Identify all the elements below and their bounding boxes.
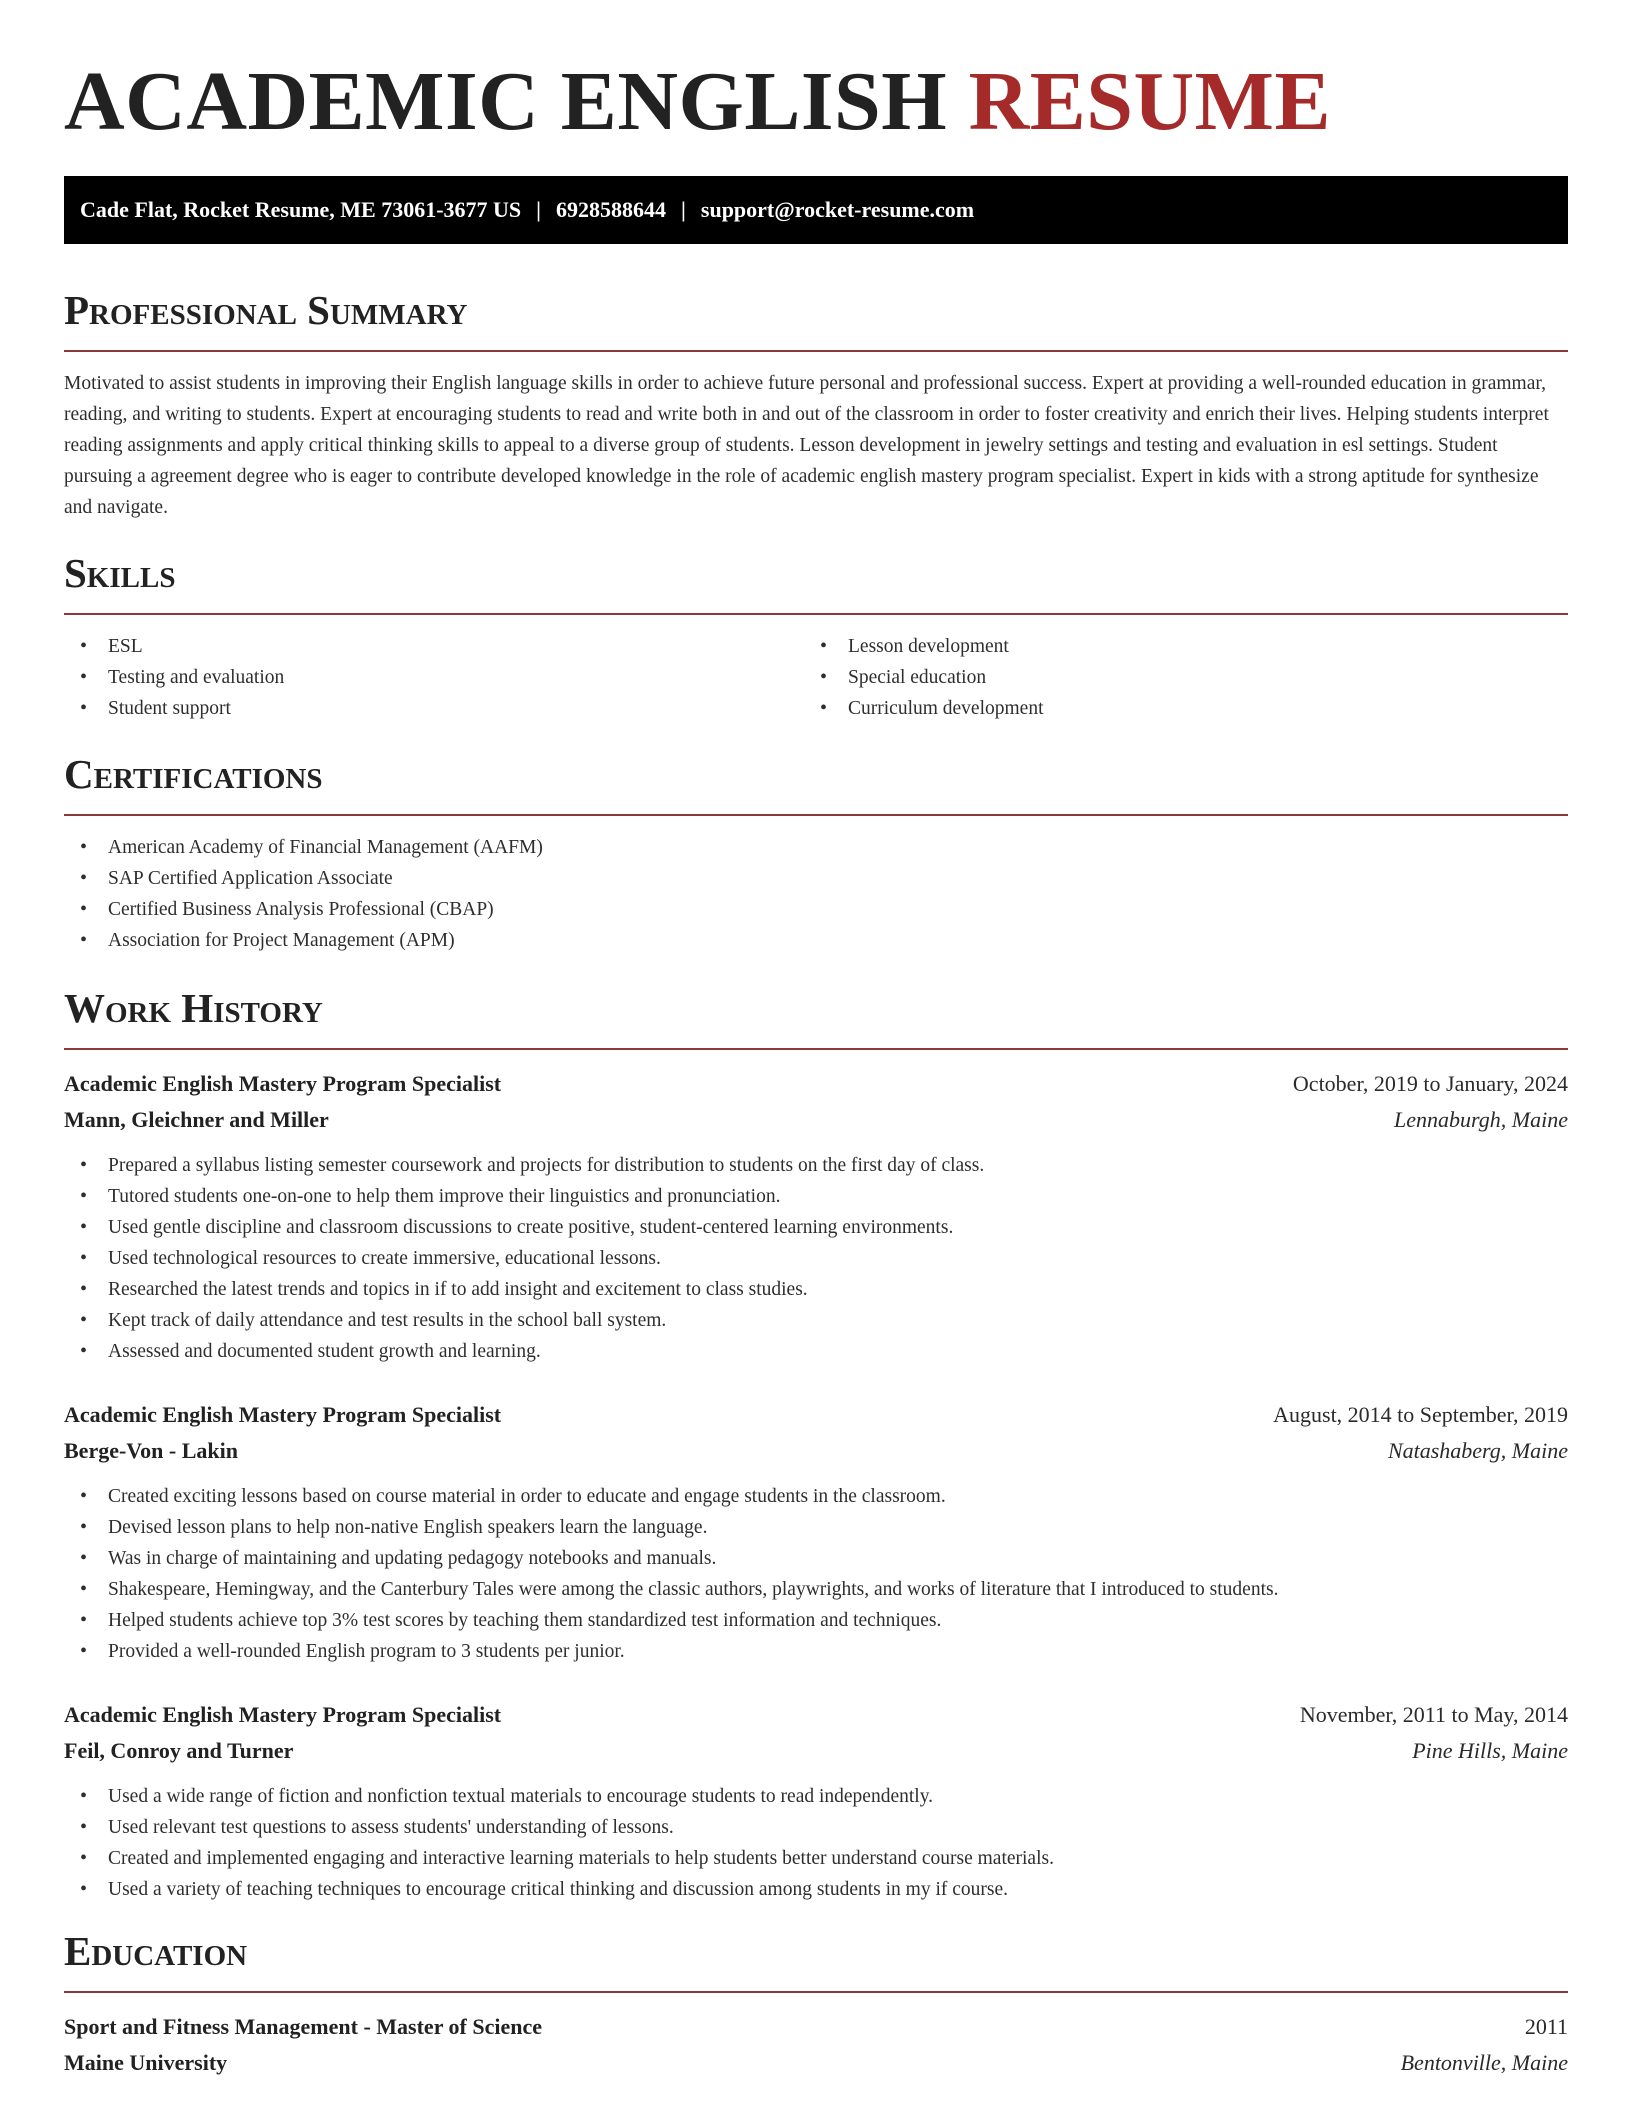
job-bullet: • Researched the latest trends and topics in if to add insight and excitement to class studies.: [64, 1274, 1568, 1305]
job-company: Mann, Gleichner and Miller: [64, 1107, 329, 1132]
title-accent: RESUME: [968, 55, 1331, 148]
skill-item: • Special education: [804, 662, 1544, 693]
skills-list-right: [804, 631, 1544, 724]
job-bullet: • Assessed and documented student growth and learning.: [64, 1336, 1568, 1367]
contact-email: support@rocket-resume.com: [700, 197, 975, 222]
job-header: [64, 1066, 1568, 1102]
job-bullet: • Tutored students one-on-one to help them improve their linguistics and pronunciation.: [64, 1181, 1568, 1212]
job-bullet: • Used gentle discipline and classroom discussions to create positive, student-centered learning environments.: [64, 1212, 1568, 1243]
contact-phone: 6928588644: [556, 197, 667, 222]
job-header: [64, 1397, 1568, 1433]
certifications-heading: Certifications: [64, 751, 323, 797]
job-bullet: • Was in charge of maintaining and updating pedagogy notebooks and manuals.: [64, 1543, 1568, 1574]
education-entry: [64, 2009, 1568, 2081]
education-subheader: [64, 2045, 1568, 2081]
certifications-list: [64, 832, 1568, 956]
job-bullet: • Used a variety of teaching techniques to encourage critical thinking and discussion among students in my if course.: [64, 1874, 1568, 1905]
contact-separator: |: [536, 197, 542, 222]
resume-page: [64, 0, 1568, 2081]
job-entry: [64, 1066, 1568, 1367]
job-bullet: • Provided a well-rounded English program to 3 students per junior.: [64, 1636, 1568, 1667]
work-history-heading: Work History: [64, 985, 323, 1031]
job-bullet: • Devised lesson plans to help non-native English speakers learn the language.: [64, 1512, 1568, 1543]
job-bullet: • Shakespeare, Hemingway, and the Canterbury Tales were among the classic authors, playwrights, and works of literature that I introduced to students.: [64, 1574, 1568, 1605]
contact-separator: |: [681, 197, 686, 222]
job-entry: [64, 1697, 1568, 1905]
skill-item: • Student support: [64, 693, 804, 724]
education-year: 2011: [1524, 2014, 1568, 2039]
job-bullet: • Used technological resources to create immersive, educational lessons.: [64, 1243, 1568, 1274]
summary-text: Motivated to assist students in improving their English language skills in order to achieve future personal and professional success. Expert at providing a well-rounded education in grammar, reading, and writing to students. Expert at encouraging students to read and write both in and out of the classroom in order to foster creativity and enrich their lives. Helping students interpret reading assignments and apply critical thinking skills to appeal to a diverse group of students. Lesson development in jewelry settings and testing and evaluation in esl settings. Student pursuing a agreement degree who is eager to contribute developed knowledge in the role of academic english mastery program specialist. Expert in kids with a strong aptitude for synthesize and navigate.: [64, 373, 1549, 518]
job-bullet: • Created and implemented engaging and interactive learning materials to help students better understand course materials.: [64, 1843, 1568, 1874]
job-header: [64, 1697, 1568, 1733]
education-degree: Sport and Fitness Management - Master of Science: [64, 2014, 543, 2039]
education-school: Maine University: [64, 2050, 228, 2075]
job-dates: August, 2014 to September, 2019: [1273, 1402, 1568, 1427]
job-bullets: [64, 1150, 1568, 1367]
skill-item: • Lesson development: [804, 631, 1544, 662]
section-divider: [64, 1048, 1568, 1050]
skill-item: • Curriculum development: [804, 693, 1544, 724]
job-bullet: • Helped students achieve top 3% test scores by teaching them standardized test information and techniques.: [64, 1605, 1568, 1636]
education-location: Bentonville, Maine: [1400, 2050, 1568, 2075]
job-bullet: • Prepared a syllabus listing semester coursework and projects for distribution to students on the first day of class.: [64, 1150, 1568, 1181]
job-company: Feil, Conroy and Turner: [64, 1738, 294, 1763]
contact-address: Cade Flat, Rocket Resume, ME 73061-3677 US: [80, 197, 522, 222]
section-divider: [64, 1991, 1568, 1993]
job-subheader: [64, 1733, 1568, 1769]
job-title: Academic English Mastery Program Specialist: [64, 1702, 502, 1727]
job-subheader: [64, 1433, 1568, 1469]
job-bullet: • Used a wide range of fiction and nonfiction textual materials to encourage students to read independently.: [64, 1781, 1568, 1812]
job-location: Lennaburgh, Maine: [1394, 1107, 1568, 1132]
skills-heading: Skills: [64, 550, 176, 596]
job-bullets: [64, 1781, 1568, 1905]
job-title: Academic English Mastery Program Specialist: [64, 1402, 502, 1427]
job-company: Berge-Von - Lakin: [64, 1438, 238, 1463]
contact-bar: [64, 176, 1568, 244]
section-divider: [64, 350, 1568, 352]
certification-item: • Certified Business Analysis Professional (CBAP): [64, 894, 1568, 925]
job-bullet: • Created exciting lessons based on course material in order to educate and engage students in the classroom.: [64, 1481, 1568, 1512]
skill-item: • Testing and evaluation: [64, 662, 804, 693]
job-title: Academic English Mastery Program Specialist: [64, 1071, 502, 1096]
summary-heading: Professional Summary: [64, 287, 468, 333]
title-main: ACADEMIC ENGLISH: [64, 55, 948, 148]
job-dates: October, 2019 to January, 2024: [1292, 1071, 1568, 1096]
job-entry: [64, 1397, 1568, 1667]
certification-item: • Association for Project Management (APM): [64, 925, 1568, 956]
job-dates: November, 2011 to May, 2014: [1299, 1702, 1568, 1727]
job-subheader: [64, 1102, 1568, 1138]
resume-title: [64, 0, 1568, 168]
job-location: Pine Hills, Maine: [1412, 1738, 1568, 1763]
job-bullet: • Used relevant test questions to assess students' understanding of lessons.: [64, 1812, 1568, 1843]
job-bullet: • Kept track of daily attendance and test results in the school ball system.: [64, 1305, 1568, 1336]
certification-item: • American Academy of Financial Management (AAFM): [64, 832, 1568, 863]
job-bullets: [64, 1481, 1568, 1667]
certification-item: • SAP Certified Application Associate: [64, 863, 1568, 894]
section-divider: [64, 814, 1568, 816]
section-divider: [64, 613, 1568, 615]
education-header: [64, 2009, 1568, 2045]
education-heading: Education: [64, 1928, 248, 1974]
skills-list-left: [64, 631, 804, 724]
skills-grid: [64, 631, 1568, 724]
job-location: Natashaberg, Maine: [1387, 1438, 1568, 1463]
skill-item: • ESL: [64, 631, 804, 662]
